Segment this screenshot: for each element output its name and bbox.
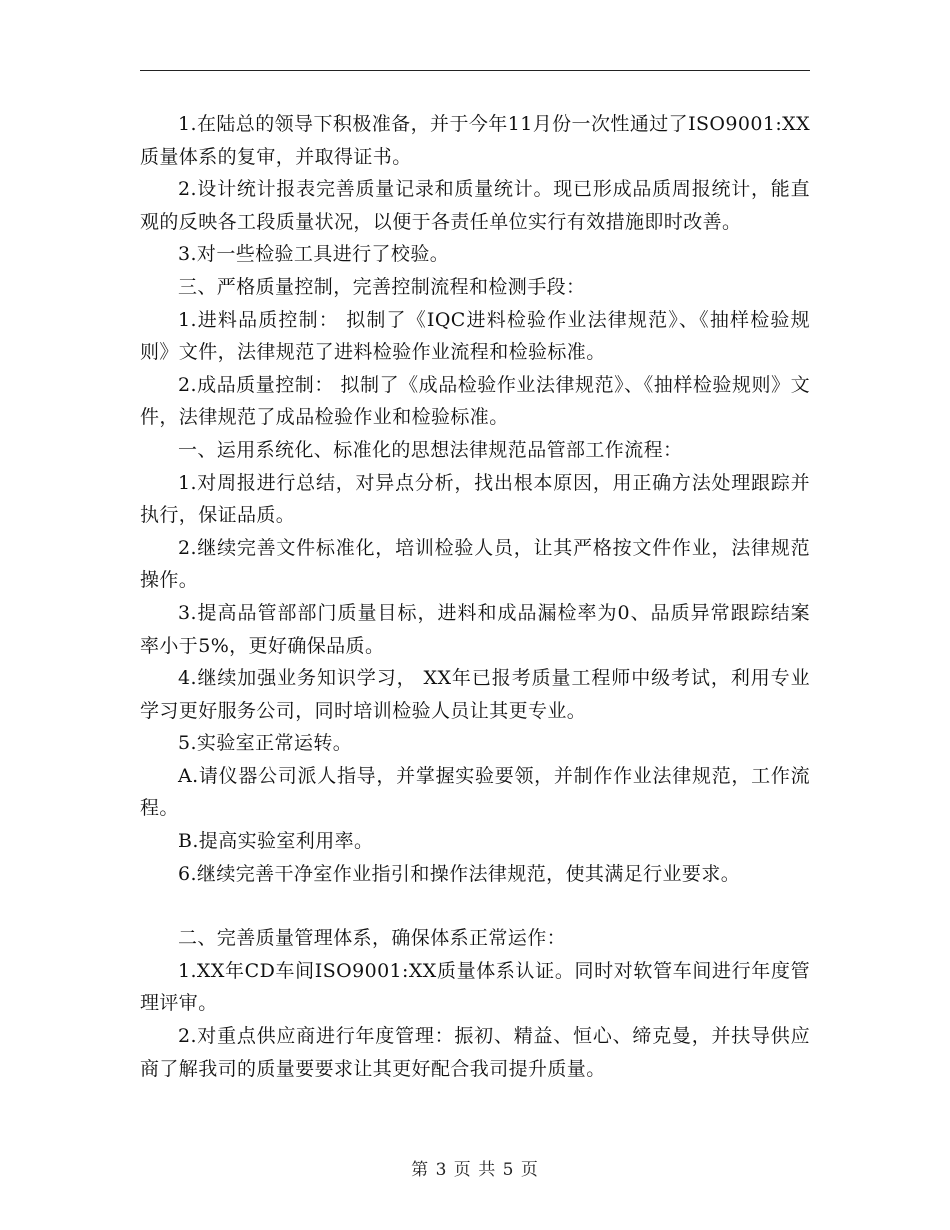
page-number-footer: 第 3 页 共 5 页 <box>411 1160 539 1180</box>
paragraph-15: 6.继续完善干净室作业指引和操作法律规范，使其满足行业要求。 <box>178 862 741 885</box>
header-rule <box>140 70 810 71</box>
paragraph-6: 2.成品质量控制： 拟制了《成品检验作业法律规范》、《抽样检验规则》文件，法律规范了成品检验作业和检验标准。 <box>140 373 810 429</box>
document-body <box>140 108 810 1085</box>
paragraph-17: 1.XX年CD车间ISO9001:XX质量体系认证。同时对软管车间进行年度管理评审。 <box>140 959 810 1015</box>
paragraph-10: 3.提高品管部部门质量目标，进料和成品漏检率为0、品质异常跟踪结案率小于5%，更好确保品质。 <box>140 601 810 657</box>
paragraph-1: 1.在陆总的领导下积极准备，并于今年11月份一次性通过了ISO9001:XX质量体系的复审，并取得证书。 <box>140 113 810 168</box>
paragraph-14: B.提高实验室利用率。 <box>178 830 374 853</box>
paragraph-gap <box>140 890 810 922</box>
paragraph-3: 3.对一些检验工具进行了校验。 <box>178 243 450 266</box>
section-heading-1: 一、运用系统化、标准化的思想法律规范品管部工作流程： <box>178 438 683 461</box>
section-heading-2: 二、完善质量管理体系，确保体系正常运作： <box>178 927 567 950</box>
paragraph-2: 2.设计统计报表完善质量记录和质量统计。现已形成品质周报统计，能直观的反映各工段质量状况，以便于各责任单位实行有效措施即时改善。 <box>140 178 810 233</box>
paragraph-8: 1.对周报进行总结，对异点分析，找出根本原因，用正确方法处理跟踪并执行，保证品质。 <box>140 471 810 527</box>
paragraph-9: 2.继续完善文件标准化，培训检验人员，让其严格按文件作业，法律规范操作。 <box>140 536 810 592</box>
paragraph-18: 2.对重点供应商进行年度管理：振初、精益、恒心、缔克曼，并扶导供应商了解我司的质量要要求让其更好配合我司提升质量。 <box>140 1025 810 1080</box>
section-heading-3: 三、严格质量控制，完善控制流程和检测手段： <box>178 275 586 298</box>
paragraph-13: A.请仪器公司派人指导，并掌握实验要领，并制作作业法律规范，工作流程。 <box>140 764 810 820</box>
paragraph-11: 4.继续加强业务知识学习， XX年已报考质量工程师中级考试，利用专业学习更好服务公司，同时培训检验人员让其更专业。 <box>140 667 810 722</box>
paragraph-12: 5.实验室正常运转。 <box>178 732 353 755</box>
paragraph-5: 1.进料品质控制： 拟制了《IQC进料检验作业法律规范》、《抽样检验规则》文件，法律规范了进料检验作业流程和检验标准。 <box>140 308 810 364</box>
